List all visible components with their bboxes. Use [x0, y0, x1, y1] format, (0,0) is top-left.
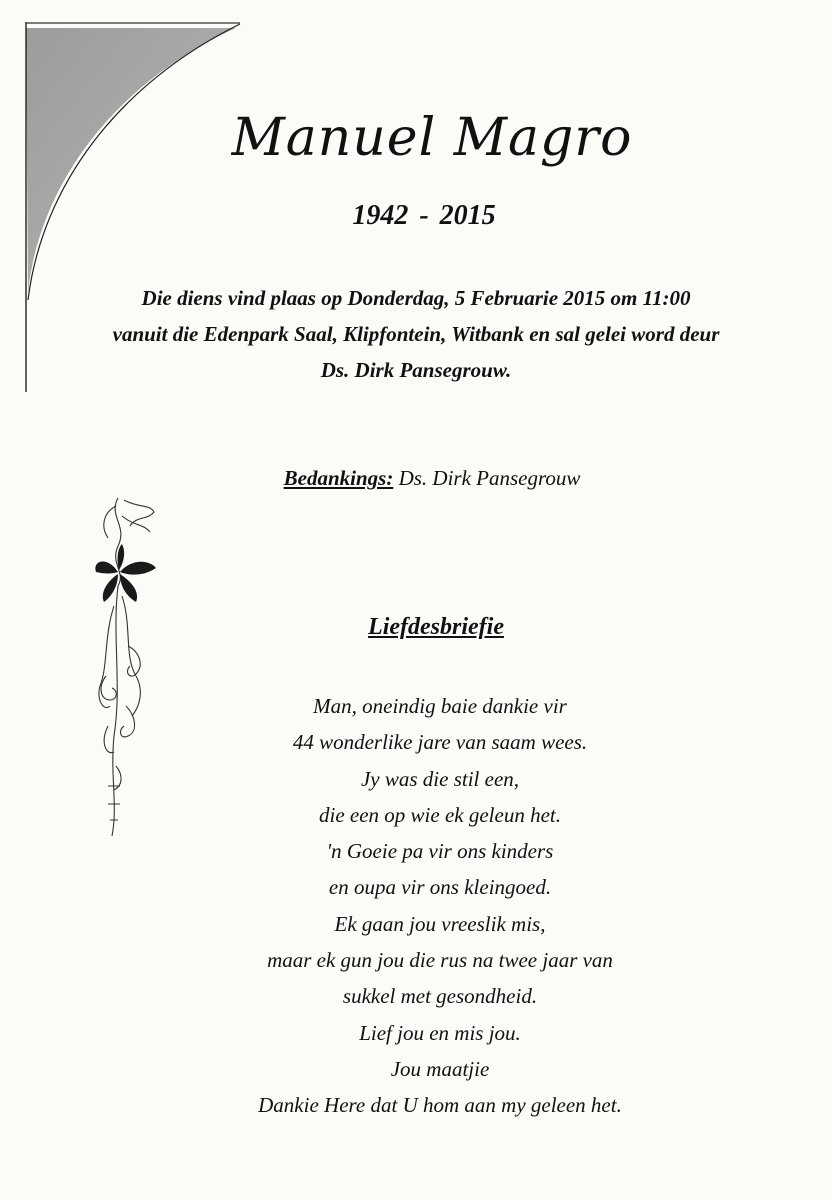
deceased-name: Manuel Magro	[231, 108, 633, 168]
poem-title: Liefdesbriefie	[368, 614, 504, 640]
service-line: Die diens vind plaas op Donderdag, 5 Februarie 2015 om 11:00	[141, 286, 691, 310]
service-line: Ds. Dirk Pansegrouw.	[320, 358, 512, 382]
thanks-label: Bedankings:	[283, 466, 394, 490]
poem-line: die een op wie ek geleun het.	[319, 802, 561, 827]
poem-line: Lief jou en mis jou.	[359, 1020, 521, 1045]
poem-line: Jy was die stil een,	[360, 766, 520, 791]
poem-line: maar ek gun jou die rus na twee jaar van	[267, 948, 613, 973]
poem-line: sukkel met gesondheid.	[342, 984, 538, 1009]
poem-line: 'n Goeie pa vir ons kinders	[326, 839, 554, 864]
poem-line: Dankie Here dat U hom aan my geleen het.	[258, 1093, 622, 1118]
poem-line: en oupa vir ons kleingoed.	[328, 875, 552, 900]
poem-line: Ek gaan jou vreeslik mis,	[334, 911, 546, 936]
life-years: 1942 - 2015	[352, 200, 496, 231]
poem-body	[24, 688, 832, 1124]
thanks-value: Ds. Dirk Pansegrouw	[393, 466, 581, 490]
poem-line: 44 wonderlike jare van saam wees.	[292, 730, 588, 755]
poem-line: Man, oneindig baie dankie vir	[313, 694, 567, 718]
poem-line: Jou maatjie	[390, 1056, 490, 1081]
service-line: vanuit die Edenpark Saal, Klipfontein, Witbank en sal gelei word deur	[112, 322, 720, 346]
service-details	[0, 280, 832, 388]
